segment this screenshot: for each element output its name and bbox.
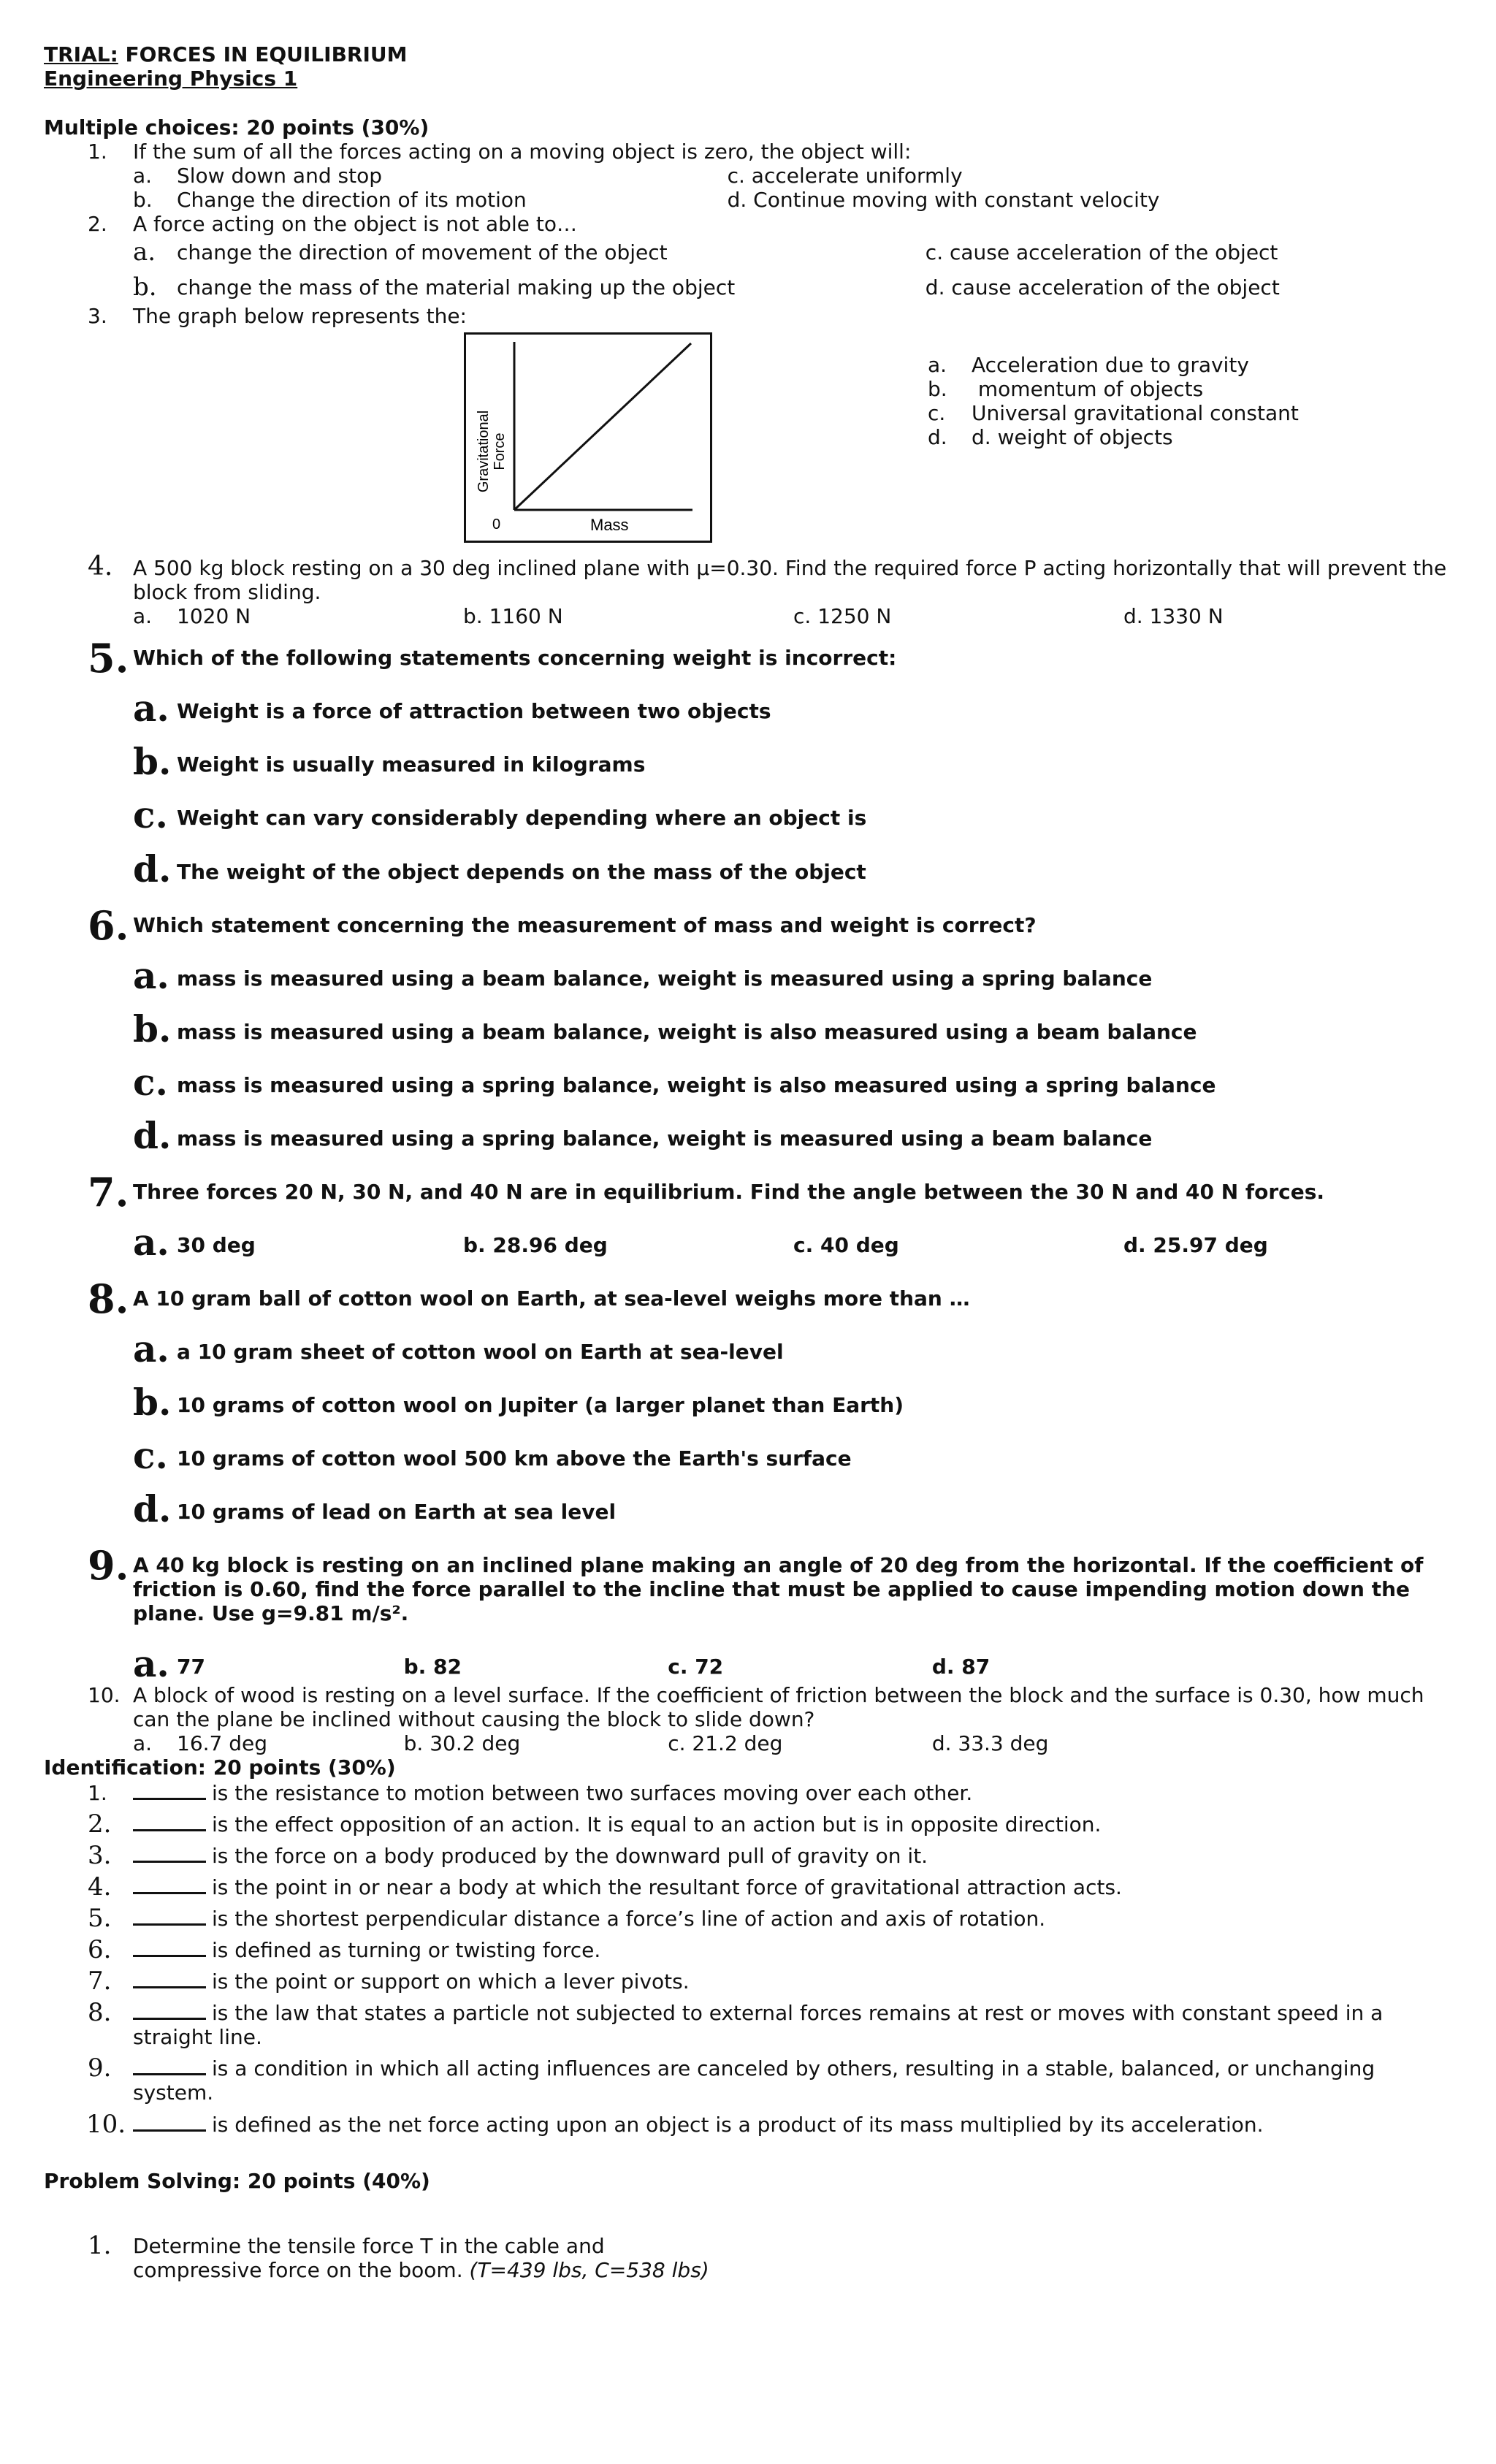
option-letter: a. — [133, 1642, 169, 1685]
question-number: 3. — [88, 304, 107, 329]
item-text: is defined as the net force acting upon an object is a product of its mass multiplied by its acceleration. — [212, 2112, 1264, 2137]
answer-blank[interactable] — [133, 2057, 206, 2075]
option-a — [133, 953, 1454, 997]
option-letter: b. — [133, 1380, 172, 1424]
question-10 — [44, 1683, 1454, 1731]
id-item-1 — [44, 1781, 1454, 1805]
question-6 — [44, 901, 1454, 949]
option-letter: b. — [133, 188, 153, 213]
option-text: 1020 N — [177, 604, 251, 629]
question-text: Which of the following statements concerning weight is incorrect: — [133, 646, 897, 671]
option-d: d. Continue moving with constant velocity — [727, 188, 1160, 213]
problem-number: 1. — [88, 2230, 112, 2260]
q6-options — [44, 937, 1454, 1157]
option-a — [133, 237, 926, 275]
option-text: mass is measured using a spring balance, weight is also measured using a spring balance — [177, 1072, 1216, 1097]
option-b: b. 30.2 deg — [403, 1731, 521, 1756]
question-number: 4. — [88, 552, 113, 582]
option-d: d. 87 — [931, 1655, 991, 1679]
question-text: A force acting on the object is not able to… — [133, 212, 577, 237]
option-d: d. 33.3 deg — [931, 1731, 1049, 1756]
trial-label: TRIAL: — [44, 42, 118, 66]
question-text: A 10 gram ball of cotton wool on Earth, at sea-level weighs more than … — [133, 1286, 970, 1311]
answer-blank[interactable] — [133, 2002, 206, 2020]
option-letter: b. — [133, 272, 157, 302]
question-text: A 500 kg block resting on a 30 deg inclined plane with μ=0.30. Find the required force P acting horizontally that will prevent the block from sliding. — [133, 556, 1447, 605]
option-b: b. 1160 N — [463, 604, 563, 629]
option-text: mass is measured using a beam balance, weight is measured using a spring balance — [177, 966, 1153, 991]
question-number: 10. — [88, 1683, 121, 1708]
option-letter: a. — [133, 604, 153, 629]
option-letter: c. — [133, 1433, 168, 1477]
option-c: c. accelerate uniformly — [727, 164, 963, 188]
question-number: 8. — [88, 1275, 129, 1322]
item-number: 7. — [88, 1967, 112, 1996]
id-item-6 — [44, 1935, 1454, 1965]
q3-graph-row — [44, 332, 1454, 549]
option-letter: b. — [928, 377, 947, 402]
option-letter: a. — [928, 353, 947, 378]
answer-blank[interactable] — [133, 1782, 206, 1800]
id-item-5 — [44, 1904, 1454, 1934]
option-b — [133, 740, 1454, 784]
question-text: If the sum of all the forces acting on a moving object is zero, the object will: — [133, 140, 912, 164]
id-item-2 — [44, 1809, 1454, 1839]
item-text: is the force on a body produced by the downward pull of gravity on it. — [212, 1844, 928, 1869]
option-letter: b. — [133, 740, 172, 784]
option-b: b. 28.96 deg — [463, 1232, 608, 1257]
item-number: 4. — [88, 1872, 112, 1902]
option-letter: c. — [133, 793, 168, 837]
option-d — [133, 1487, 1454, 1530]
question-7 — [44, 1168, 1454, 1216]
id-item-3 — [44, 1841, 1454, 1871]
exam-header — [44, 42, 1454, 91]
option-letter: d. — [928, 425, 947, 450]
question-3 — [44, 304, 1454, 328]
answer-blank[interactable] — [133, 1939, 206, 1957]
item-number: 10. — [86, 2109, 126, 2139]
id-item-8 — [44, 1998, 1454, 2050]
option-text: Slow down and stop — [177, 164, 382, 188]
option-text: Weight is usually measured in kilograms — [177, 752, 646, 777]
option-text: 77 — [177, 1655, 205, 1679]
option-d — [928, 425, 1439, 449]
question-number: 9. — [88, 1541, 129, 1589]
option-c — [928, 401, 1439, 425]
q9-options — [44, 1625, 1454, 1685]
option-a — [133, 1642, 404, 1685]
option-b: b. 82 — [403, 1655, 462, 1679]
option-letter: d. — [133, 1487, 172, 1530]
item-text: is the law that states a particle not subjected to external forces remains at rest or moves with constant speed in a straight line. — [133, 2001, 1384, 2050]
option-text: 10 grams of lead on Earth at sea level — [177, 1499, 617, 1524]
answer-blank[interactable] — [133, 2113, 206, 2132]
option-d: d. cause acceleration of the object — [925, 275, 1280, 300]
problem-text-line1: Determine the tensile force T in the cable and — [133, 2233, 605, 2258]
option-letter: a. — [133, 1327, 169, 1370]
q7-options — [44, 1204, 1454, 1264]
option-d: d. 1330 N — [1123, 604, 1224, 629]
option-d — [133, 847, 1454, 890]
option-text: change the direction of movement of the object — [177, 240, 668, 265]
option-letter: a. — [133, 687, 169, 731]
option-letter: a. — [133, 164, 153, 188]
id-item-4 — [44, 1872, 1454, 1902]
question-8 — [44, 1275, 1454, 1322]
option-letter: a. — [133, 237, 156, 267]
question-number: 7. — [88, 1168, 129, 1216]
question-2 — [44, 212, 1454, 236]
problem-text-line2: compressive force on the boom. — [133, 2257, 463, 2282]
item-text: is defined as turning or twisting force. — [212, 1938, 601, 1963]
option-letter: a. — [133, 1731, 153, 1756]
item-number: 8. — [88, 1998, 112, 2028]
identification-list — [44, 1781, 1454, 2139]
item-number: 5. — [88, 1904, 112, 1934]
identification-heading: Identification: 20 points (30%) — [44, 1755, 396, 1780]
option-b — [133, 1380, 1454, 1424]
force-mass-graph — [464, 332, 712, 543]
option-text: a 10 gram sheet of cotton wool on Earth at sea-level — [177, 1339, 784, 1364]
option-a — [133, 1731, 404, 1755]
q1-options — [44, 164, 1454, 212]
option-letter: d. — [133, 847, 172, 890]
question-text: A block of wood is resting on a level surface. If the coefficient of friction between the block and the surface is 0.30, how much can the plane be inclined without causing the block to slide down? — [133, 1683, 1424, 1732]
option-text: 10 grams of cotton wool on Jupiter (a larger planet than Earth) — [177, 1392, 904, 1417]
option-a — [133, 1220, 463, 1264]
question-9 — [44, 1541, 1454, 1625]
option-a — [133, 1327, 1454, 1370]
option-a — [133, 687, 1454, 731]
option-text: mass is measured using a spring balance, weight is measured using a beam balance — [177, 1126, 1153, 1151]
option-c: c. 1250 N — [793, 604, 892, 629]
option-letter: c. — [928, 401, 946, 426]
option-text: Weight is a force of attraction between two objects — [177, 699, 771, 724]
option-text: 30 deg — [177, 1232, 256, 1257]
question-number: 5. — [88, 635, 129, 682]
option-text: Universal gravitational constant — [972, 401, 1299, 426]
problem-1 — [44, 2230, 1454, 2282]
question-4 — [44, 552, 1454, 605]
q8-options — [44, 1311, 1454, 1530]
item-number: 1. — [88, 1781, 107, 1806]
data-line — [514, 343, 691, 510]
q10-options — [44, 1731, 1454, 1755]
option-d: d. 25.97 deg — [1123, 1232, 1268, 1257]
option-text: Weight can vary considerably depending where an object is — [177, 806, 867, 831]
option-letter: d. — [133, 1113, 172, 1157]
item-text: is the shortest perpendicular distance a force’s line of action and axis of rotation. — [212, 1907, 1046, 1931]
x-axis-label: Mass — [590, 516, 629, 535]
origin-label: 0 — [492, 516, 501, 533]
problem-answer: (T=439 lbs, C=538 lbs) — [469, 2257, 709, 2282]
option-d — [133, 1113, 1454, 1157]
option-text: 16.7 deg — [177, 1731, 268, 1756]
problem-solving-heading: Problem Solving: 20 points (40%) — [44, 2168, 430, 2193]
question-1 — [44, 140, 1454, 164]
question-text: Which statement concerning the measurement of mass and weight is correct? — [133, 912, 1037, 937]
option-text: Change the direction of its motion — [177, 188, 527, 213]
question-text: The graph below represents the: — [133, 304, 467, 329]
option-text: The weight of the object depends on the mass of the object — [177, 859, 866, 884]
mc-heading: Multiple choices: 20 points (30%) — [44, 115, 430, 140]
q5-options — [44, 670, 1454, 890]
option-text: Acceleration due to gravity — [972, 353, 1249, 378]
item-number: 6. — [88, 1935, 112, 1965]
question-number: 6. — [88, 901, 129, 949]
answer-blank[interactable] — [133, 1813, 206, 1831]
item-text: is the resistance to motion between two surfaces moving over each other. — [212, 1781, 973, 1806]
option-text: change the mass of the material making up the object — [177, 275, 736, 300]
item-number: 3. — [88, 1841, 112, 1871]
option-c: c. 21.2 deg — [668, 1731, 783, 1756]
option-text: 10 grams of cotton wool 500 km above the Earth's surface — [177, 1446, 852, 1471]
question-text: A 40 kg block is resting on an inclined plane making an angle of 20 deg from the horizontal. If the coefficient of friction is 0.60, find the force parallel to the incline that must be applied to cause impending motion down the plane. Use g=9.81 m/s². — [133, 1552, 1424, 1625]
subject-title: Engineering Physics 1 — [44, 66, 298, 91]
graph-svg — [466, 335, 710, 541]
option-letter: c. — [133, 1060, 168, 1104]
q4-options — [44, 604, 1454, 628]
id-item-9 — [44, 2053, 1454, 2105]
answer-blank[interactable] — [133, 1845, 206, 1863]
item-number: 9. — [88, 2053, 112, 2083]
item-number: 2. — [88, 1809, 112, 1839]
q2-options — [44, 237, 1454, 302]
answer-blank[interactable] — [133, 1907, 206, 1926]
option-b — [133, 188, 728, 212]
question-text: Three forces 20 N, 30 N, and 40 N are in equilibrium. Find the angle between the 30 N and 40 N forces. — [133, 1179, 1325, 1204]
id-item-7 — [44, 1969, 1454, 1994]
option-letter: a. — [133, 953, 169, 997]
option-c — [133, 793, 1454, 837]
question-number: 2. — [88, 212, 107, 237]
question-5 — [44, 635, 1454, 682]
option-a — [133, 604, 463, 628]
y-axis-label-line2: Force — [492, 432, 508, 470]
item-text: is a condition in which all acting influences are canceled by others, resulting in a stable, balanced, or unchanging system. — [133, 2056, 1375, 2105]
item-text: is the effect opposition of an action. It is equal to an action but is in opposite direction. — [212, 1812, 1102, 1837]
option-c — [133, 1433, 1454, 1477]
option-a — [928, 353, 1439, 377]
option-a — [133, 164, 728, 188]
option-letter: b. — [133, 1007, 172, 1050]
option-letter: a. — [133, 1220, 169, 1264]
answer-blank[interactable] — [133, 1970, 206, 1988]
exam-page — [44, 42, 1454, 2282]
item-text: is the point in or near a body at which the resultant force of gravitational attraction acts. — [212, 1875, 1122, 1900]
question-number: 1. — [88, 140, 107, 164]
y-axis-label-line1: Gravitational — [476, 411, 492, 493]
exam-title: FORCES IN EQUILIBRIUM — [125, 42, 408, 66]
q3-options — [928, 353, 1439, 449]
option-b — [928, 377, 1439, 401]
option-text: d. weight of objects — [972, 425, 1173, 450]
option-text: mass is measured using a beam balance, weight is also measured using a beam balance — [177, 1019, 1197, 1044]
option-c: c. 40 deg — [793, 1232, 899, 1257]
option-b — [133, 1007, 1454, 1050]
option-text: momentum of objects — [972, 377, 1204, 402]
option-b — [133, 272, 926, 302]
id-item-10 — [44, 2109, 1454, 2139]
option-c — [133, 1060, 1454, 1104]
answer-blank[interactable] — [133, 1876, 206, 1894]
option-c: c. 72 — [668, 1655, 724, 1679]
item-text: is the point or support on which a lever pivots. — [212, 1969, 690, 1994]
option-c: c. cause acceleration of the object — [925, 240, 1278, 265]
